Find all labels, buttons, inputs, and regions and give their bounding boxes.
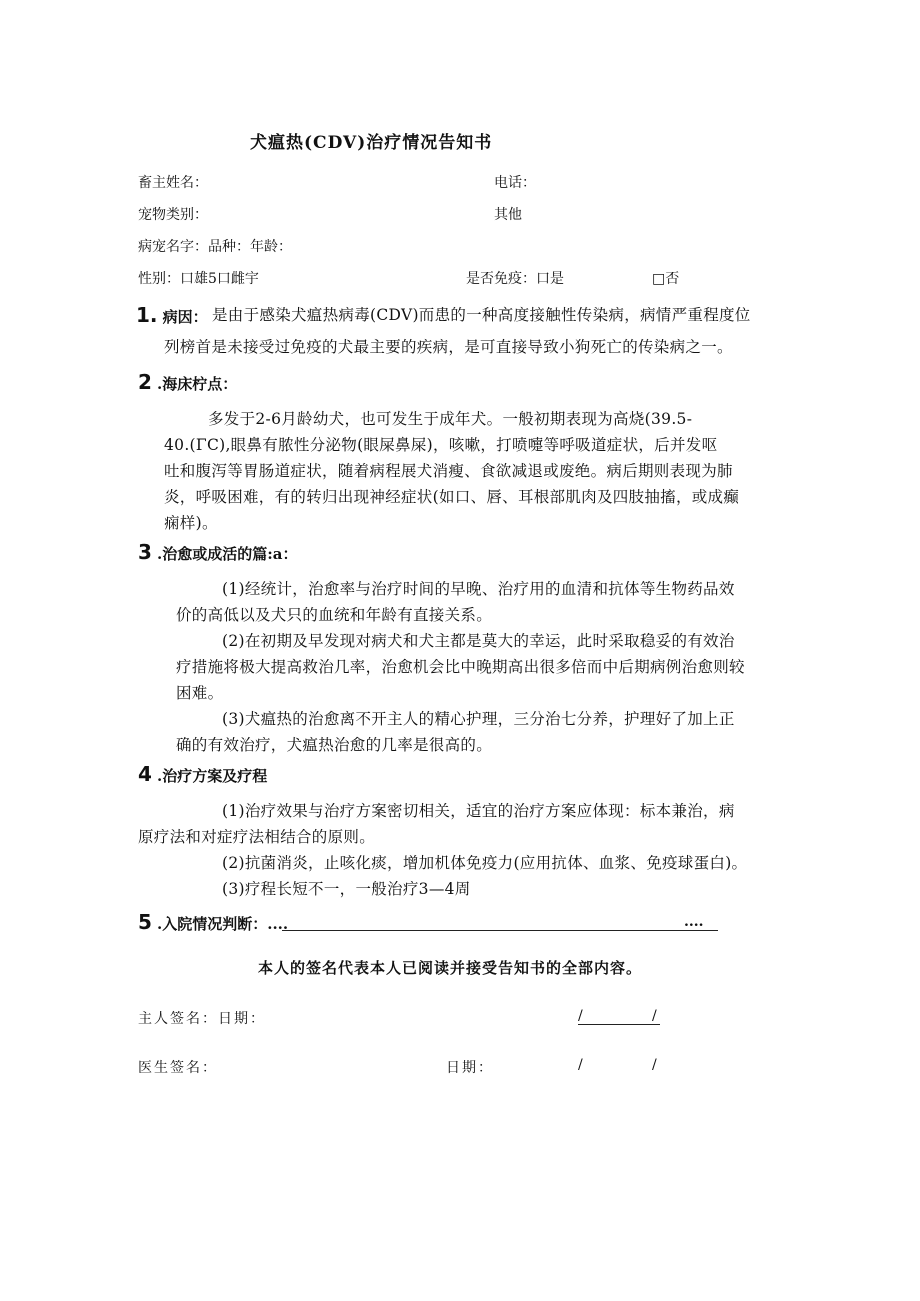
owner-date-sep-1: / [578, 1008, 583, 1024]
paragraph-line: 痫样)。 [164, 514, 218, 532]
section-4-heading [138, 762, 267, 786]
section-2-body-first [208, 406, 692, 432]
section-3-item-1-cont [176, 602, 492, 628]
doctor-date-label[interactable]: 日期： [446, 1060, 494, 1076]
paragraph-line: (2)在初期及早发现对病犬和犬主都是莫大的幸运，此时采取稳妥的有效治 [222, 632, 735, 650]
vaccinated-yes-checkbox[interactable]: 口是 [536, 271, 564, 287]
section-4-item-1 [222, 798, 735, 824]
admission-judgement-line[interactable] [282, 930, 718, 931]
phone-field[interactable]: 电话： [494, 175, 536, 191]
paragraph-line: (1)治疗效果与治疗方案密切相关，适宜的治疗方案应体现：标本兼治，病 [222, 802, 735, 820]
section-3-item-2-cont [176, 654, 745, 706]
paragraph-line: (2)抗菌消炎，止咳化痰，增加机体免疫力(应用抗体、血浆、免疫球蛋白)。 [222, 854, 748, 872]
section-4-items-2-3 [222, 850, 747, 902]
document-title: 犬瘟热(CDV)治疗情况告知书 [250, 133, 493, 153]
doctor-signature-field[interactable]: 医生签名： [138, 1060, 218, 1076]
owner-name-field[interactable]: 畜主姓名： [138, 175, 208, 191]
paragraph-line: (3)疗程长短不一，一般治疗3—4周 [222, 880, 471, 898]
section-1-heading [136, 303, 208, 327]
section-4-number: 4 [138, 762, 152, 786]
section-3-title: .治愈或成活的篇:a： [157, 545, 298, 563]
pet-info-field[interactable]: 病宠名字：品种：年龄： [138, 239, 292, 255]
section-2-heading [138, 370, 237, 394]
section-5-dots-end: .... [684, 914, 704, 930]
section-2-body [164, 432, 739, 536]
owner-date-underline[interactable] [578, 1024, 660, 1025]
section-4-item-1-cont [138, 824, 375, 850]
section-1-number: 1. [136, 303, 158, 327]
section-5-title: .入院情况判断：.... [157, 915, 289, 933]
owner-date-sep-2: / [652, 1008, 657, 1024]
paragraph-line: 原疗法和对症疗法相结合的原则。 [138, 828, 376, 846]
paragraph-line: 疗措施将极大提高救治几率，治愈机会比中晚期高出很多倍而中后期病例治愈则较 [176, 658, 745, 676]
paragraph-line: (3)犬瘟热的治愈离不开主人的精心护理，三分治七分养，护理好了加上正 [222, 710, 735, 728]
section-1-body [212, 302, 751, 328]
section-2-number: 2 [138, 370, 152, 394]
paragraph-line: 40.(ΓC),眼鼻有脓性分泌物(眼屎鼻屎)，咳嗽，打喷嚏等呼吸道症状，后并发呕 [164, 436, 718, 454]
section-3-heading [138, 540, 298, 564]
vaccinated-field [466, 268, 564, 288]
paragraph-line: 是由于感染犬瘟热病毒(CDV)而患的一种高度接触性传染病，病情严重程度位 [212, 306, 751, 324]
section-1-title: 病因： [162, 308, 208, 326]
paragraph-line: 多发于2-6月龄幼犬，也可发生于成年犬。一般初期表现为高烧(39.5- [208, 410, 693, 428]
section-3-item-2 [222, 628, 735, 654]
vaccinated-no-checkbox[interactable]: □否 [652, 271, 680, 287]
section-3-item-1 [222, 576, 735, 602]
paragraph-line: 吐和腹泻等胃肠道症状，随着病程展犬消瘦、食欲减退或废绝。病后期则表现为肺 [164, 462, 733, 480]
other-field[interactable]: 其他 [494, 207, 522, 223]
paragraph-line: 炎，呼吸困难，有的转归出现神经症状(如口、唇、耳根部肌肉及四肢抽搐，或成癫 [164, 488, 740, 506]
doctor-date-sep-1: / [578, 1057, 583, 1073]
paragraph-line: 列榜首是未接受过免疫的犬最主要的疾病，是可直接导致小狗死亡的传染病之一。 [164, 338, 733, 356]
consent-statement: 本人的签名代表本人已阅读并接受告知书的全部内容。 [258, 959, 643, 977]
sex-field [138, 268, 259, 288]
paragraph-line: 确的有效治疗，犬瘟热治愈的几率是很高的。 [176, 736, 493, 754]
section-5-heading [138, 910, 288, 934]
section-3-number: 3 [138, 540, 152, 564]
section-3-item-3-cont [176, 732, 492, 758]
doctor-date-sep-2: / [652, 1057, 657, 1073]
paragraph-line: (1)经统计，治愈率与治疗时间的早晚、治疗用的血清和抗体等生物药品效 [222, 580, 735, 598]
sex-label: 性别： [138, 271, 180, 287]
paragraph-line: 困难。 [176, 684, 224, 702]
section-2-title: .海床柠点： [157, 375, 238, 393]
section-4-title: .治疗方案及疗程 [157, 767, 268, 785]
pet-type-field[interactable]: 宠物类别： [138, 207, 208, 223]
section-5-number: 5 [138, 910, 152, 934]
sex-options[interactable]: 口雄5口雌宇 [180, 271, 259, 287]
section-3-item-3 [222, 706, 735, 732]
paragraph-line: 价的高低以及犬只的血统和年龄有直接关系。 [176, 606, 493, 624]
vaccinated-label: 是否免疫： [466, 271, 536, 287]
section-1-body-cont [164, 334, 733, 360]
owner-signature-field[interactable]: 主人签名：日期： [138, 1011, 266, 1027]
